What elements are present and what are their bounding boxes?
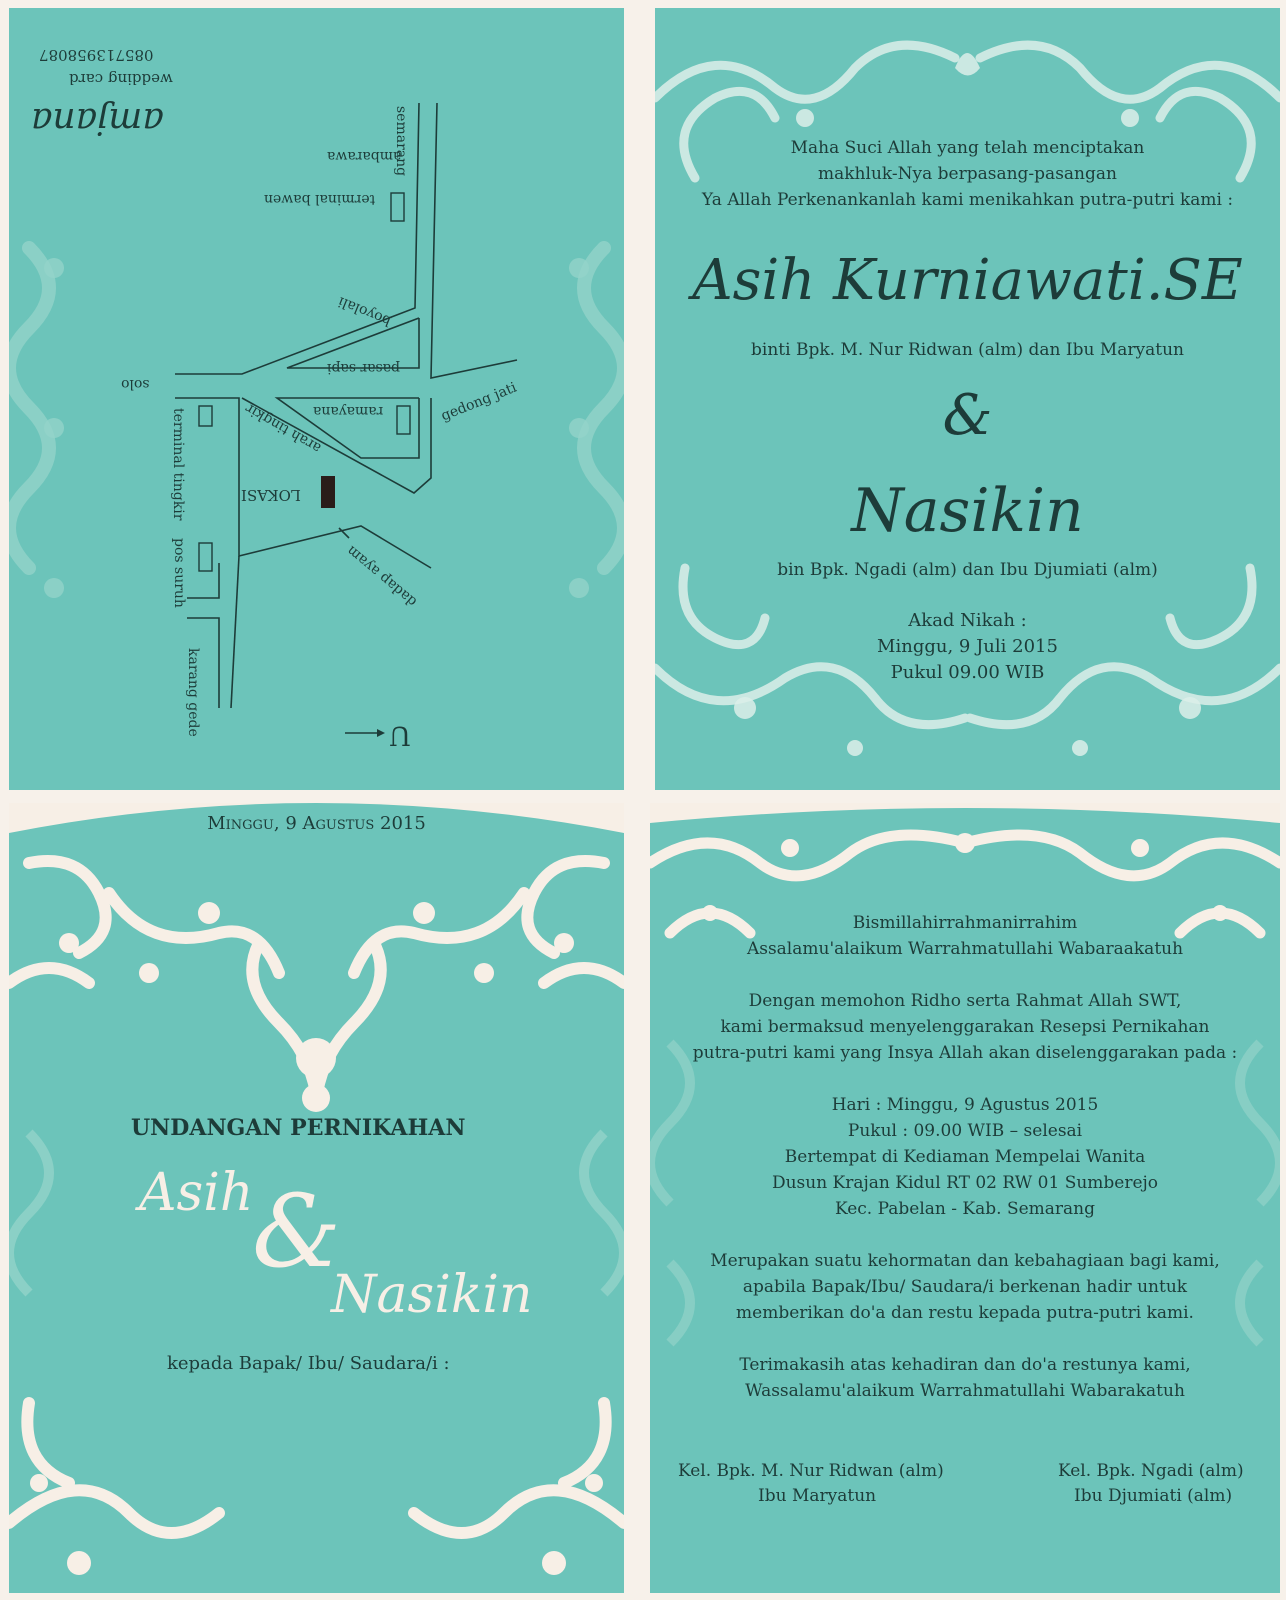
left-family-line-1: Kel. Bpk. M. Nur Ridwan (alm) <box>678 1461 944 1481</box>
opening-line-2: makhluk-Nya berpasang-pasangan <box>818 164 1117 184</box>
map-label-boyolali: boyolali <box>336 293 394 329</box>
cover-panel <box>9 803 624 1593</box>
invitation-line: Terimakasih atas kehadiran dan do'a restunya kami, <box>739 1355 1191 1375</box>
cover-recipient: kepada Bapak/ Ibu/ Saudara/i : <box>167 1353 450 1374</box>
groom-parents: bin Bpk. Ngadi (alm) dan Ibu Djumiati (alm) <box>777 560 1158 580</box>
bride-name: Asih Kurniawati.SE <box>692 248 1243 313</box>
map-label-dadap-ayam: dadap ayam <box>343 542 421 610</box>
opening-line-1: Maha Suci Allah yang telah menciptakan <box>790 138 1145 158</box>
left-family-line-2: Ibu Maryatun <box>758 1486 877 1506</box>
akad-date: Minggu, 9 Juli 2015 <box>877 636 1058 657</box>
map-panel <box>9 8 624 790</box>
invitation-line: Wassalamu'alaikum Warrahmatullahi Wabarakatuh <box>745 1381 1185 1401</box>
map-label-solo: solo <box>121 376 150 392</box>
brand-subtitle: wedding card <box>69 70 173 88</box>
right-family-line-1: Kel. Bpk. Ngadi (alm) <box>1058 1461 1244 1481</box>
opening-line-3: Ya Allah Perkenankanlah kami menikahkan putra-putri kami : <box>701 190 1234 210</box>
cover-ampersand: & <box>252 1173 342 1290</box>
map-label-pos-suruh: pos suruh <box>171 538 187 608</box>
location-marker <box>321 476 335 508</box>
map-label-ambarawa: ambarawa <box>327 148 402 164</box>
map-label-terminal-bawen: terminal bawen <box>264 191 376 207</box>
invitation-line: putra-putri kami yang Insya Allah akan diselenggarakan pada : <box>692 1043 1238 1063</box>
invitation-line: Dengan memohon Ridho serta Rahmat Allah SWT, <box>748 991 1182 1011</box>
map-label-ramayana: ramayana <box>313 403 384 419</box>
invitation-line: Dusun Krajan Kidul RT 02 RW 01 Sumberejo <box>771 1173 1159 1193</box>
ampersand: & <box>942 383 993 448</box>
invitation-panel <box>650 803 1280 1593</box>
map-north-indicator: U <box>389 720 411 750</box>
invitation-line: Assalamu'alaikum Warrahmatullahi Wabaraakatuh <box>746 939 1184 959</box>
invitation-line: kami bermaksud menyelenggarakan Resepsi Pernikahan <box>720 1017 1210 1037</box>
map-label-arah-tingkir: arah tingkir <box>242 399 324 457</box>
invitation-line: Kec. Pabelan - Kab. Semarang <box>834 1199 1096 1219</box>
brand-phone: 085713958087 <box>39 46 154 64</box>
cover-date: Minggu, 9 Agustus 2015 <box>207 813 426 834</box>
groom-name: Nasikin <box>851 476 1084 546</box>
bride-parents: binti Bpk. M. Nur Ridwan (alm) dan Ibu Maryatun <box>751 340 1184 360</box>
invitation-line: Bertempat di Kediaman Mempelai Wanita <box>784 1147 1146 1167</box>
cover-title: UNDANGAN PERNIKAHAN <box>131 1115 466 1141</box>
map-label-semarang: semarang <box>393 106 409 177</box>
names-panel <box>655 8 1280 790</box>
akad-time: Pukul 09.00 WIB <box>890 662 1045 683</box>
akad-title: Akad Nikah : <box>908 610 1027 631</box>
brand-logo: amjana <box>31 100 164 141</box>
invitation-line: Bismillahirrahmanirrahim <box>852 913 1078 933</box>
map-label-karang-gede: karang gede <box>185 648 201 737</box>
cover-name-1: Asih <box>139 1163 254 1223</box>
cover-name-2: Nasikin <box>331 1265 533 1325</box>
map-label-terminal: terminal tingkir <box>170 408 186 521</box>
invitation-line: Pukul : 09.00 WIB – selesai <box>847 1121 1083 1141</box>
map-label-lokasi: LOKASI <box>241 486 301 504</box>
invitation-line: memberikan do'a dan restu kepada putra-putri kami. <box>736 1303 1194 1323</box>
invitation-line: Hari : Minggu, 9 Agustus 2015 <box>831 1095 1099 1115</box>
invitation-line: Merupakan suatu kehormatan dan kebahagiaan bagi kami, <box>710 1251 1220 1271</box>
invitation-line: apabila Bapak/Ibu/ Saudara/i berkenan hadir untuk <box>742 1277 1188 1297</box>
map-label-gedong-jati: gedong jati <box>438 379 519 425</box>
map-label-pasar-sapi: pasar sapi <box>327 360 400 376</box>
right-family-line-2: Ibu Djumiati (alm) <box>1074 1486 1233 1506</box>
